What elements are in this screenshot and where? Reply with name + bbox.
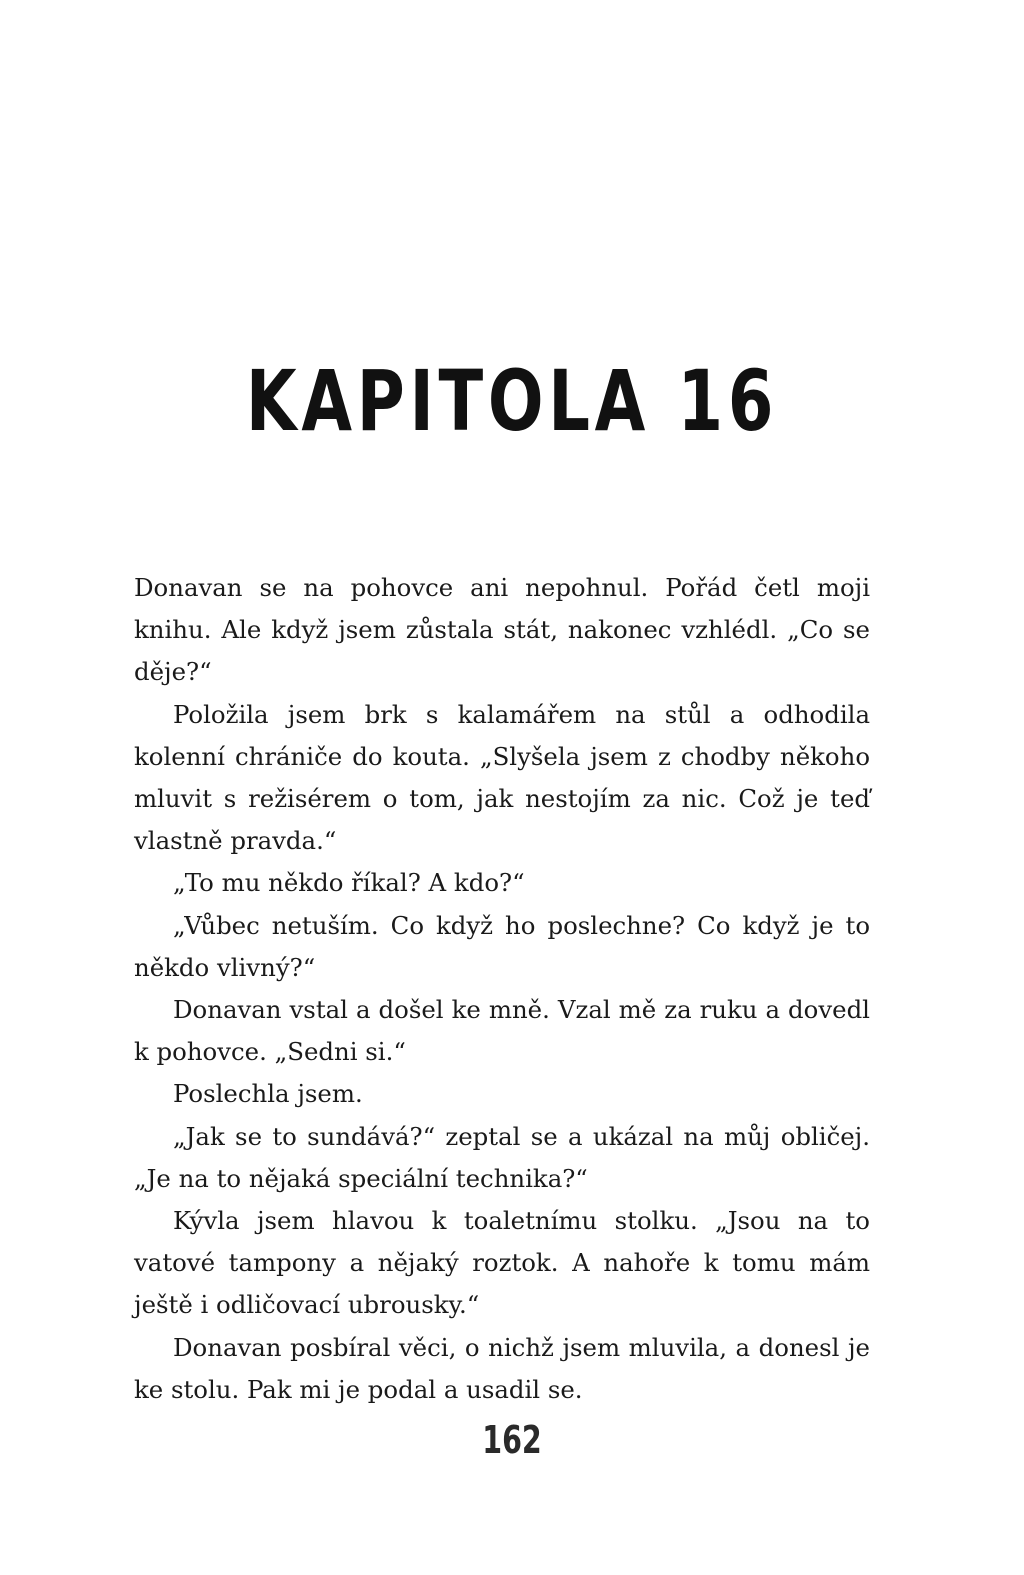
paragraph: „Jak se to sundává?“ zeptal se a ukázal na můj obličej. „Je na to nějaká speciální technika?“ (134, 1121, 870, 1193)
paragraph: Donavan vstal a došel ke mně. Vzal mě za ruku a dovedl k pohovce. „Sedni si.“ (134, 995, 870, 1067)
chapter-title: KAPITOLA 16 (245, 352, 779, 450)
paragraph: „To mu někdo říkal? A kdo?“ (173, 868, 525, 898)
paragraph: Kývla jsem hlavou k toaletnímu stolku. „Jsou na to vatové tampony a nějaký roztok. A nahoře k tomu mám ještě i odličovací ubrousky.“ (134, 1206, 870, 1320)
chapter-body (134, 567, 870, 1411)
paragraph: „Vůbec netuším. Co když ho poslechne? Co když je to někdo vlivný?“ (134, 910, 870, 982)
paragraph: Položila jsem brk s kalamářem na stůl a odhodila kolenní chrániče do kouta. „Slyšela jsem z chodby někoho mluvit s režisérem o tom, jak nestojím za nic. Což je teď vlastně pravda.“ (134, 699, 870, 856)
paragraph: Donavan se na pohovce ani nepohnul. Pořád četl moji knihu. Ale když jsem zůstala stát, nakonec vzhlédl. „Co se děje?“ (134, 573, 870, 687)
paragraph: Poslechla jsem. (173, 1079, 363, 1109)
page-number: 162 (482, 1418, 542, 1462)
paragraph: Donavan posbíral věci, o nichž jsem mluvila, a donesl je ke stolu. Pak mi je podal a usadil se. (134, 1332, 870, 1404)
